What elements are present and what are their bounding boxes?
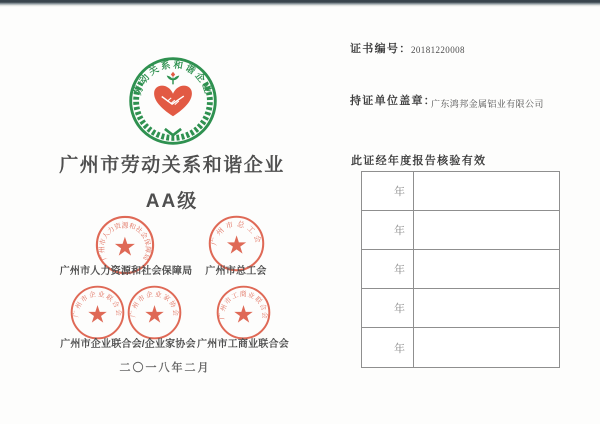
cert-number-label: 证书编号： — [350, 43, 412, 55]
seal-label: 广州市人力资源和社会保障局 — [59, 266, 193, 277]
certificate-grade: AA级 — [145, 191, 199, 212]
table-row — [362, 250, 559, 289]
verification-table — [361, 171, 560, 368]
seal-arc-text: 广州市企业联合会 — [73, 290, 122, 318]
seal-industry-commerce-federation — [215, 284, 272, 341]
record-cell — [414, 289, 559, 327]
seal-star-icon: ★ — [113, 231, 137, 262]
record-cell — [414, 211, 559, 249]
record-cell — [414, 250, 559, 288]
seal-entrepreneurs-association — [126, 284, 183, 341]
seal-label: 广州市工商业联合会 — [197, 339, 289, 350]
seal-arc-text: 广州市工商业联合会 — [219, 291, 268, 320]
emblem-bottom-chevron — [165, 129, 181, 135]
table-row — [362, 289, 559, 328]
table-row — [362, 328, 559, 367]
seal-star-icon: ★ — [86, 301, 109, 329]
seal-label: 广州市企业联合会/企业家协会 — [60, 339, 196, 350]
year-cell: 年 — [362, 289, 414, 327]
table-row — [362, 211, 559, 250]
seal-star-icon: ★ — [225, 231, 248, 260]
year-cell: 年 — [362, 250, 414, 288]
table-row — [362, 172, 559, 211]
seal-enterprise-confederation — [69, 284, 126, 341]
record-cell — [414, 328, 559, 367]
scan-top-edge — [0, 0, 600, 7]
emblem-arc-text: 劳动关系和谐企业 — [132, 59, 214, 97]
seal-star-icon: ★ — [232, 301, 255, 329]
seal-star-icon: ★ — [143, 301, 166, 329]
seal-arc-text: 广州市人力资源和社会保障局 — [99, 222, 151, 262]
year-cell: 年 — [362, 328, 414, 367]
issue-date: 二〇一八年二月 — [119, 362, 211, 374]
emblem-heart-handshake — [154, 86, 192, 117]
emblem-sprout — [167, 72, 180, 85]
holder-company-value: 广东鸿邦金属铝业有限公司 — [431, 99, 544, 109]
record-cell — [414, 172, 559, 210]
harmony-emblem-logo — [128, 56, 218, 146]
certificate-title: 广州市劳动关系和谐企业 — [59, 155, 285, 176]
seal-label: 广州市总工会 — [205, 266, 267, 277]
annual-verification-title: 此证经年度报告核验有效 — [351, 155, 487, 167]
holder-seal-label: 持证单位盖章： — [350, 95, 437, 107]
year-cell: 年 — [362, 211, 414, 249]
seal-arc-text: 广州市总工会 — [209, 219, 264, 247]
cert-number-value: 20181220008 — [411, 45, 465, 55]
seal-arc-text: 广州市企业家协会 — [130, 290, 179, 318]
year-cell: 年 — [362, 172, 414, 210]
